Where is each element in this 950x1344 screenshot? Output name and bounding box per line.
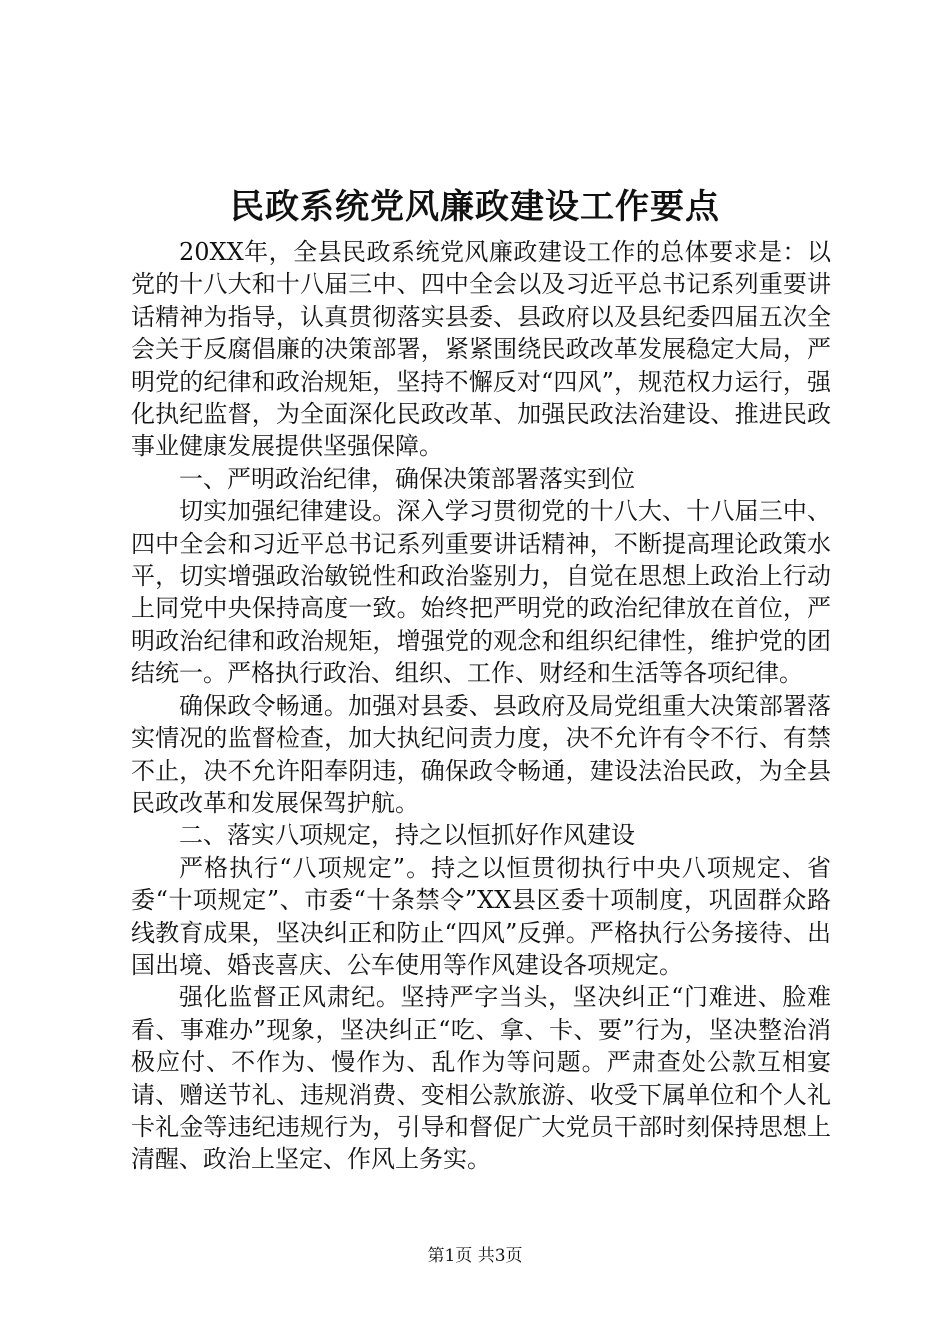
body-paragraph: 确保政令畅通。加强对县委、县政府及局党组重大决策部署落实情况的监督检查，加大执纪问责力度，决不允许有令不行、有禁不止，决不允许阳奉阴违，确保政令畅通，建设法治民政，为全县民政改革和发展保驾护航。 [131,691,831,817]
body-paragraph: 严格执行“八项规定”。持之以恒贯彻执行中央八项规定、省委“十项规定”、市委“十条禁令”XX县区委十项制度，巩固群众路线教育成果，坚决纠正和防止“四风”反弹。严格执行公务接待、出国出境、婚丧喜庆、公车使用等作风建设各项规定。 [131,853,831,979]
intro-paragraph: 20XX年，全县民政系统党风廉政建设工作的总体要求是：以党的十八大和十八届三中、四中全会以及习近平总书记系列重要讲话精神为指导，认真贯彻落实县委、县政府以及县纪委四届五次全会关于反腐倡廉的决策部署，紧紧围绕民政改革发展稳定大局，严明党的纪律和政治规矩，坚持不懈反对“四风”，规范权力运行，强化执纪监督，为全面深化民政改革、加强民政法治建设、推进民政事业健康发展提供坚强保障。 [131,238,831,461]
body-paragraph: 切实加强纪律建设。深入学习贯彻党的十八大、十八届三中、四中全会和习近平总书记系列重要讲话精神，不断提高理论政策水平，切实增强政治敏锐性和政治鉴别力，自觉在思想上政治上行动上同党中央保持高度一致。始终把严明党的政治纪律放在首位，严明政治纪律和政治规矩，增强党的观念和组织纪律性，维护党的团结统一。严格执行政治、组织、工作、财经和生活等各项纪律。 [131,497,831,688]
document-title: 民政系统党风廉政建设工作要点 [230,187,720,227]
document-body [131,236,831,1176]
body-paragraph: 强化监督正风肃纪。坚持严字当头，坚决纠正“门难进、脸难看、事难办”现象，坚决纠正“吃、拿、卡、要”行为，坚决整治消极应付、不作为、慢作为、乱作为等问题。严肃查处公款互相宴请、赠送节礼、违规消费、变相公款旅游、收受下属单位和个人礼卡礼金等违纪违规行为，引导和督促广大党员干部时刻保持思想上清醒、政治上坚定、作风上务实。 [131,983,831,1174]
section-heading-1: 一、严明政治纪律，确保决策部署落实到位 [179,464,635,493]
section-heading-2: 二、落实八项规定，持之以恒抓好作风建设 [179,821,635,850]
page-number-footer: 第1页 共3页 [427,1246,523,1266]
